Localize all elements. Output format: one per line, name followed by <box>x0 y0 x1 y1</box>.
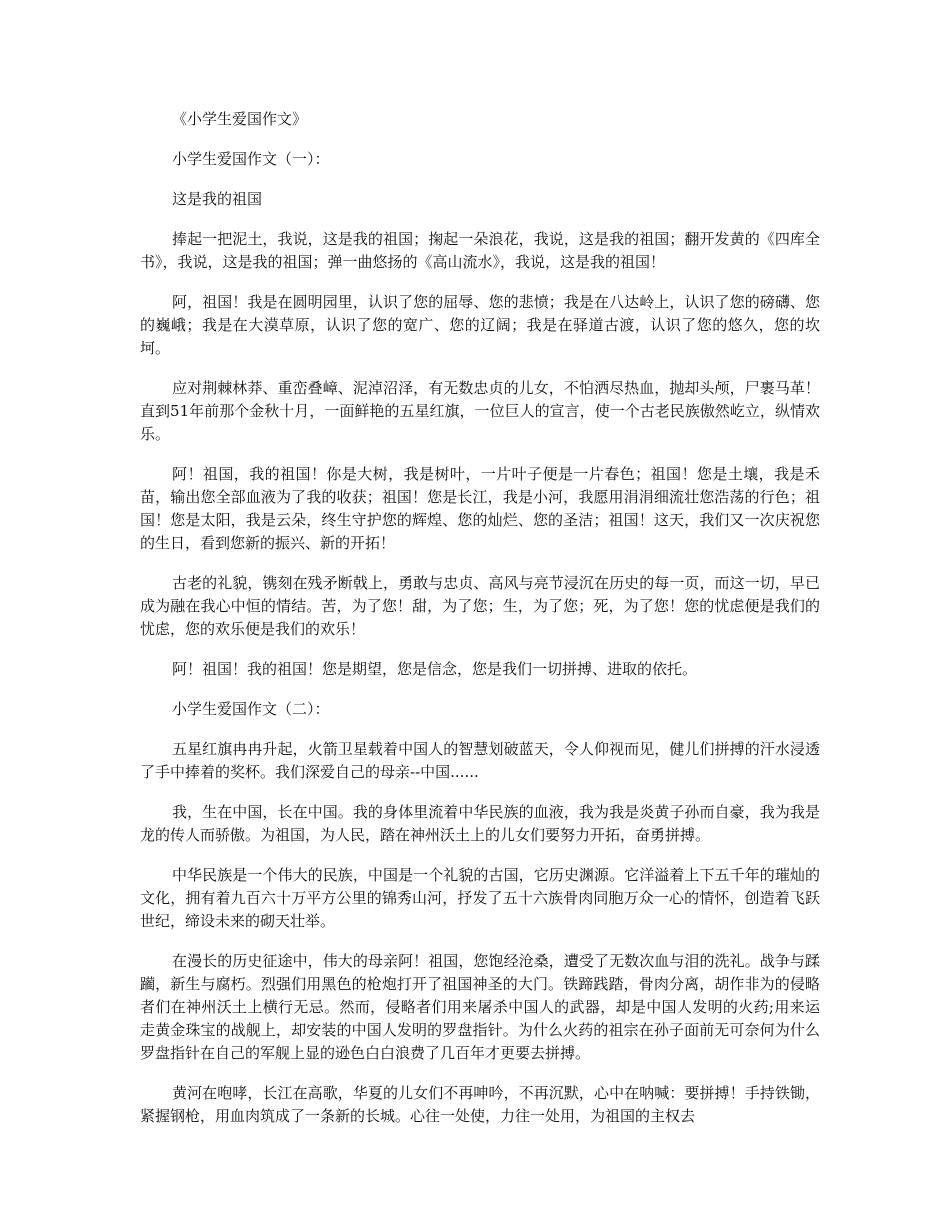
paragraph: 阿，祖国！我是在圆明园里，认识了您的屈辱、您的悲愤；我是在八达岭上，认识了您的磅礴、您的巍峨；我是在大漠草原，认识了您的宽广、您的辽阔；我是在驿道古渡，认识了您的悠久，您的坎坷。 <box>140 293 820 357</box>
document-title: 《小学生爱国作文》 <box>172 110 308 128</box>
paragraph: 在漫长的历史征途中，伟大的母亲阿！祖国，您饱经沧桑，遭受了无数次血与泪的洗礼。战争与蹂躏，新生与腐朽。烈强们用黑色的枪炮打开了祖国神圣的大门。铁蹄践踏，骨肉分离，胡作非为的侵略者们在神州沃土上横行无忌。然而，侵略者们用来屠杀中国人的武器，却是中国人发明的火药;用来运走黄金珠宝的战舰上，却安装的中国人发明的罗盘指针。为什么火药的祖宗在孙子面前无可奈何为什么罗盘指针在自己的军舰上显的逊色白白浪费了几百年才更要去拼搏。 <box>140 952 820 1062</box>
paragraph: 阿！祖国！我的祖国！您是期望，您是信念，您是我们一切拼搏、进取的依托。 <box>172 660 698 678</box>
section-1-subtitle: 这是我的祖国 <box>172 190 263 208</box>
section-2-heading: 小学生爱国作文（二）： <box>172 700 330 718</box>
paragraph: 阿！祖国，我的祖国！你是大树，我是树叶，一片叶子便是一片春色；祖国！您是土壤，我是禾苗，输出您全部血液为了我的收获；祖国！您是长江，我是小河，我愿用涓涓细流壮您浩荡的行色；祖国！您是太阳，我是云朵，终生守护您的辉煌、您的灿烂、您的圣洁；祖国！这天，我们又一次庆祝您的生日，看到您新的振兴、新的开拓！ <box>140 465 820 552</box>
document-page <box>140 108 820 1145</box>
paragraph: 中华民族是一个伟大的民族，中国是一个礼貌的古国，它历史渊源。它洋溢着上下五千年的璀灿的文化，拥有着九百六十万平方公里的锦秀山河，抒发了五十六族骨肉同胞万众一心的情怀，创造着飞跃世纪，缔设未来的砌天壮举。 <box>140 866 820 930</box>
paragraph: 我，生在中国，长在中国。我的身体里流着中华民族的血液，我为我是炎黄子孙而自豪，我为我是龙的传人而骄傲。为祖国，为人民，踏在神州沃土上的儿女们要努力开拓，奋勇拼搏。 <box>140 803 820 844</box>
section-1-heading: 小学生爱国作文（一）： <box>172 150 330 168</box>
paragraph: 五星红旗冉冉升起，火箭卫星载着中国人的智慧划破蓝天，令人仰视而见，健儿们拼搏的汗水浸透了手中捧着的奖杯。我们深爱自己的母亲--中国...... <box>140 740 820 781</box>
paragraph: 捧起一把泥土，我说，这是我的祖国；掬起一朵浪花，我说，这是我的祖国；翻开发黄的《四库全书》，我说，这是我的祖国；弹一曲悠扬的《高山流水》，我说，这是我的祖国！ <box>140 230 820 271</box>
paragraph: 黄河在咆哮，长江在高歌，华夏的儿女们不再呻吟，不再沉默，心中在呐喊：要拼搏！手持铁锄，紧握钢枪，用血肉筑成了一条新的长城。心往一处使，力往一处用，为祖国的主权去 <box>140 1084 820 1125</box>
paragraph: 应对荆棘林莽、重峦叠嶂、泥淖沼泽，有无数忠贞的儿女，不怕洒尽热血，抛却头颅，尸裹马革！直到51年前那个金秋十月，一面鲜艳的五星红旗，一位巨人的宣言，使一个古老民族傲然屹立，纵情欢乐。 <box>140 379 820 443</box>
paragraph: 古老的礼貌，镌刻在残矛断戟上，勇敢与忠贞、高风与亮节浸沉在历史的每一页，而这一切，早已成为融在我心中恒的情结。苦，为了您！甜，为了您；生，为了您；死，为了您！您的忧虑便是我们的忧虑，您的欢乐便是我们的欢乐！ <box>140 574 820 638</box>
